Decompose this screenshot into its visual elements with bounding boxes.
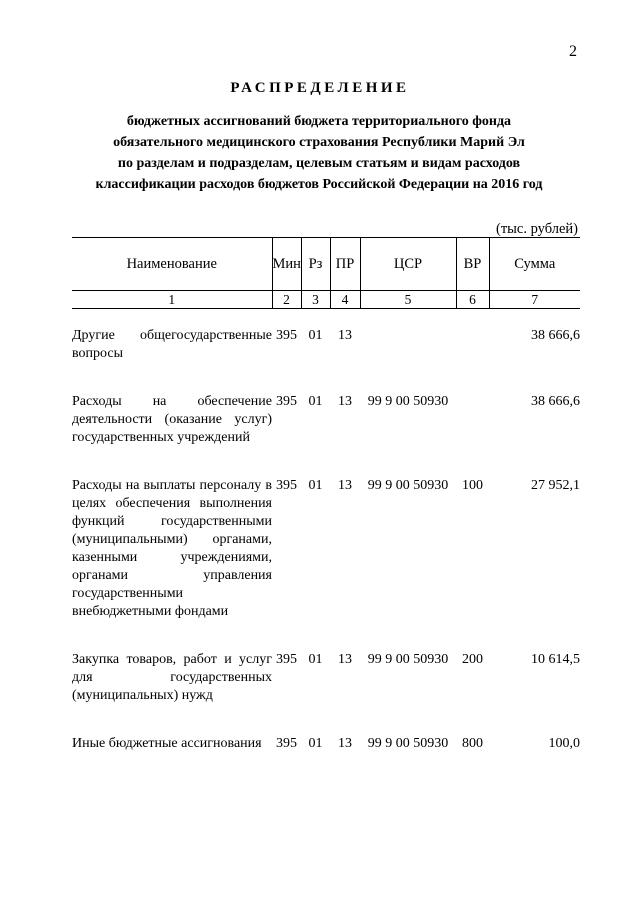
row-pr: 13 bbox=[338, 394, 352, 409]
row-rz: 01 bbox=[308, 736, 323, 751]
row-name: Расходы на обеспечение деятельности (оказание услуг) государственных учреждений bbox=[72, 394, 272, 445]
col-number: 2 bbox=[272, 291, 301, 309]
row-rz: 01 bbox=[308, 394, 323, 409]
column-number-row bbox=[72, 291, 580, 309]
row-sum: 27 952,1 bbox=[531, 478, 580, 493]
row-sum: 38 666,6 bbox=[531, 328, 580, 343]
subtitle-line: по разделам и подразделам, целевым статьям и видам расходов bbox=[117, 156, 521, 171]
col-header-min: Мин bbox=[272, 238, 301, 291]
subtitle-line: обязательного медицинского страхования Республики Марий Эл bbox=[113, 135, 525, 150]
row-vr bbox=[456, 327, 489, 363]
col-header-csr: ЦСР bbox=[360, 238, 456, 291]
row-csr: 99 9 00 50930 bbox=[367, 736, 449, 751]
row-csr: 99 9 00 50930 bbox=[367, 478, 449, 493]
col-header-sum: Сумма bbox=[489, 238, 580, 291]
row-name: Другие общегосударственные вопросы bbox=[72, 328, 272, 361]
row-rz: 01 bbox=[308, 478, 323, 493]
row-csr: 99 9 00 50930 bbox=[367, 652, 449, 667]
row-sum: 10 614,5 bbox=[531, 652, 580, 667]
table-row bbox=[72, 393, 580, 447]
row-vr bbox=[456, 393, 489, 447]
col-number: 3 bbox=[301, 291, 330, 309]
row-pr: 13 bbox=[338, 736, 352, 751]
row-name: Расходы на выплаты персоналу в целях обеспечения выполнения функций государственными (муниципальными) органами, казенными учреждениями, органами управления государственными внебюджетными фондами bbox=[72, 478, 272, 619]
col-number: 1 bbox=[72, 291, 272, 309]
table-row bbox=[72, 651, 580, 705]
row-rz: 01 bbox=[308, 328, 323, 343]
table-row bbox=[72, 735, 580, 753]
row-name: Иные бюджетные ассигнования bbox=[72, 736, 262, 751]
row-pr: 13 bbox=[338, 478, 352, 493]
row-csr: 99 9 00 50930 bbox=[367, 394, 449, 409]
subtitle-line: бюджетных ассигнований бюджета территориального фонда bbox=[126, 114, 512, 129]
col-number: 5 bbox=[360, 291, 456, 309]
row-min: 395 bbox=[276, 478, 297, 493]
page-number: 2 bbox=[569, 43, 577, 60]
row-csr bbox=[360, 327, 456, 363]
col-header-pr: ПР bbox=[330, 238, 360, 291]
table-row bbox=[72, 327, 580, 363]
row-rz: 01 bbox=[308, 652, 323, 667]
row-vr: 200 bbox=[462, 652, 483, 667]
row-min: 395 bbox=[276, 394, 297, 409]
document-subtitle bbox=[60, 111, 578, 195]
row-vr: 800 bbox=[462, 736, 483, 751]
col-header-name: Наименование bbox=[72, 238, 272, 291]
row-pr: 13 bbox=[338, 328, 352, 343]
col-number: 4 bbox=[330, 291, 360, 309]
subtitle-line: классификации расходов бюджетов Российской Федерации на 2016 год bbox=[95, 177, 543, 192]
document-title: РАСПРЕДЕЛЕНИЕ bbox=[230, 80, 410, 96]
col-number: 6 bbox=[456, 291, 489, 309]
budget-table bbox=[72, 237, 580, 753]
row-sum: 100,0 bbox=[548, 736, 580, 751]
row-name: Закупка товаров, работ и услуг для государственных (муниципальных) нужд bbox=[72, 652, 272, 703]
col-header-rz: Рз bbox=[301, 238, 330, 291]
row-vr: 100 bbox=[462, 478, 483, 493]
row-min: 395 bbox=[276, 328, 297, 343]
col-header-vr: ВР bbox=[456, 238, 489, 291]
row-min: 395 bbox=[276, 652, 297, 667]
table-row bbox=[72, 477, 580, 621]
row-min: 395 bbox=[276, 736, 297, 751]
units-note: (тыс. рублей) bbox=[496, 221, 578, 237]
header-row bbox=[72, 238, 580, 291]
col-number: 7 bbox=[489, 291, 580, 309]
row-sum: 38 666,6 bbox=[531, 394, 580, 409]
row-pr: 13 bbox=[338, 652, 352, 667]
